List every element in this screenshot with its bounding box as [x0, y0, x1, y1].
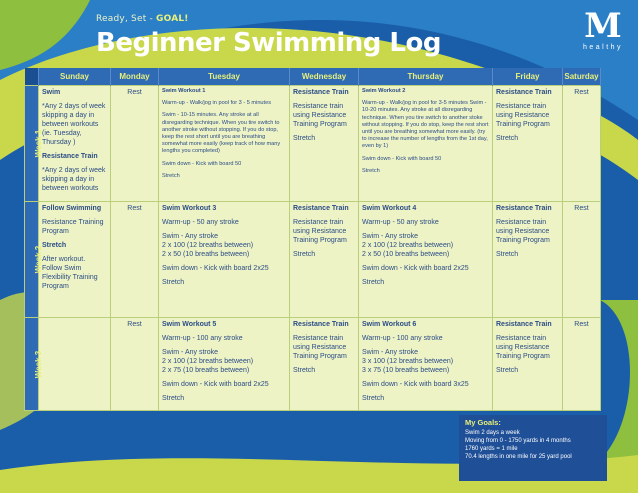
- week-label: [25, 86, 44, 202]
- week-label: [25, 318, 44, 411]
- week-label-text: Week 1: [34, 129, 44, 158]
- cell-paragraph: Swim Workout 1: [162, 88, 206, 94]
- week-label: [25, 202, 44, 318]
- cell-paragraph: Resistance train using Resistance Training Program: [496, 219, 550, 244]
- cell-paragraph: Warm-up - 100 any stroke: [162, 335, 243, 342]
- cell-paragraph: Resistance Train: [42, 153, 98, 160]
- cell-paragraph: After workout. Follow Swim Flexibility Training Program: [42, 256, 98, 290]
- day-cell-thursday: [359, 86, 493, 202]
- cell-paragraph: Resistance train using Resistance Training Program: [496, 103, 550, 128]
- day-cell-thursday: [359, 318, 493, 411]
- day-header: Friday: [493, 68, 563, 86]
- day-cell-wednesday: [290, 318, 359, 411]
- cell-paragraph: Swim Workout 3: [162, 205, 217, 212]
- week-row: [25, 202, 601, 318]
- week-label-text: Week 3: [34, 350, 44, 378]
- cell-paragraph: Stretch: [162, 395, 185, 402]
- day-cell-friday: [493, 318, 563, 411]
- cell-paragraph: Swim - Any stroke 2 x 100 (12 breaths between) 2 x 50 (10 breaths between): [162, 233, 254, 258]
- cell-paragraph: Resistance Training Program: [42, 219, 104, 235]
- cell-paragraph: Resistance Train: [496, 321, 552, 328]
- day-cell-monday: Rest: [111, 202, 159, 318]
- cell-paragraph: Warm-up - Walk/jog in pool for 3 - 5 minutes: [162, 100, 272, 107]
- cell-paragraph: Follow Swimming: [42, 205, 102, 212]
- day-cell-saturday: Rest: [563, 318, 601, 411]
- cell-paragraph: Warm-up - 100 any stroke: [362, 335, 443, 342]
- week-label-text: Week 2: [34, 245, 44, 274]
- cell-paragraph: Stretch: [162, 279, 185, 286]
- day-cell-wednesday: [290, 202, 359, 318]
- day-header: Wednesday: [290, 68, 359, 86]
- day-cell-tuesday: [159, 202, 290, 318]
- cell-paragraph: Stretch: [496, 251, 519, 258]
- day-header: Sunday: [39, 68, 111, 86]
- cell-paragraph: Warm-up - Walk/jog in pool for 3-5 minutes Swim - 10-20 minutes. Any stroke at all disregarding technique. When you tire switch to another stoke without stopping. If you do stop, keep the rest short until you are breathing somewhat more easily. (try to increase the number of lengths from the 1st day, even by 1): [362, 100, 489, 150]
- day-cell-monday: Rest: [111, 318, 159, 411]
- day-header: Monday: [111, 68, 159, 86]
- cell-paragraph: Swim down - Kick with board 2x25: [162, 381, 269, 388]
- cell-paragraph: *Any 2 days of week skipping a day in between workouts (ie. Tuesday, Thursday ): [42, 103, 106, 146]
- cell-paragraph: Resistance Train: [496, 89, 552, 96]
- cell-paragraph: Stretch: [293, 135, 316, 142]
- cell-paragraph: Resistance Train: [293, 89, 349, 96]
- day-header: Thursday: [359, 68, 493, 86]
- cell-paragraph: Resistance Train: [293, 205, 349, 212]
- cell-paragraph: Resistance Train: [496, 205, 552, 212]
- goals-title: My Goals:: [465, 418, 501, 427]
- cell-paragraph: Resistance train using Resistance Training Program: [293, 335, 347, 360]
- cell-paragraph: Stretch: [362, 395, 385, 402]
- day-cell-tuesday: [159, 318, 290, 411]
- cell-paragraph: Swim down - Kick with board 2x25: [362, 265, 469, 272]
- cell-paragraph: Warm-up - 50 any stroke: [362, 219, 439, 226]
- day-cell-friday: [493, 202, 563, 318]
- cell-paragraph: Stretch: [362, 279, 385, 286]
- day-cell-monday: Rest: [111, 86, 159, 202]
- cell-paragraph: Stretch: [162, 172, 180, 179]
- cell-paragraph: Swim down - Kick with board 2x25: [162, 265, 269, 272]
- cell-paragraph: Swim down - Kick with board 50: [362, 155, 442, 162]
- cell-paragraph: Swim down - Kick with board 50: [162, 160, 242, 167]
- cell-paragraph: Resistance train using Resistance Training Program: [293, 219, 347, 244]
- cell-paragraph: Swim Workout 2: [362, 88, 406, 94]
- cell-paragraph: Resistance train using Resistance Training Program: [496, 335, 550, 360]
- cell-paragraph: Stretch: [496, 135, 519, 142]
- goal-line: 1760 yards = 1 mile: [465, 446, 518, 452]
- tagline-goal: GOAL!: [156, 14, 189, 24]
- cell-paragraph: Resistance Train: [293, 321, 349, 328]
- goal-line: 70.4 lengths in one mile for 25 yard pool: [465, 454, 572, 460]
- cell-paragraph: Swim - Any stroke 3 x 100 (12 breaths between) 3 x 75 (10 breaths between): [362, 349, 454, 374]
- goal-line: Swim 2 days a week: [465, 430, 520, 436]
- cell-paragraph: Stretch: [293, 367, 316, 374]
- cell-paragraph: Swim - Any stroke 2 x 100 (12 breaths between) 2 x 50 (10 breaths between): [362, 233, 454, 258]
- cell-paragraph: Stretch: [42, 242, 67, 249]
- cell-paragraph: Swim Workout 5: [162, 321, 217, 328]
- logo-word: healthy: [582, 44, 624, 51]
- tagline: [96, 14, 189, 24]
- day-cell-thursday: [359, 202, 493, 318]
- cell-paragraph: Stretch: [293, 251, 316, 258]
- corner-cell: [25, 68, 39, 86]
- goal-line: Moving from 0 - 1750 yards in 4 months: [465, 438, 571, 444]
- day-cell-wednesday: [290, 86, 359, 202]
- day-cell-tuesday: [159, 86, 290, 202]
- week-row: [25, 86, 601, 202]
- swim-log-table: [24, 68, 601, 411]
- cell-paragraph: Warm-up - 50 any stroke: [162, 219, 239, 226]
- page-title: Beginner Swimming Log: [96, 28, 441, 58]
- day-cell-saturday: Rest: [563, 86, 601, 202]
- tagline-text: Ready, Set -: [96, 14, 157, 24]
- cell-paragraph: Swim Workout 6: [362, 321, 417, 328]
- cell-paragraph: Stretch: [496, 367, 519, 374]
- cell-paragraph: Swim - Any stroke 2 x 100 (12 breaths between) 2 x 75 (10 breaths between): [162, 349, 254, 374]
- day-cell-friday: [493, 86, 563, 202]
- logo-letter: M: [584, 6, 622, 46]
- cell-paragraph: Swim down - Kick with board 3x25: [362, 381, 469, 388]
- m-healthy-logo: [578, 6, 628, 56]
- cell-paragraph: Swim - 10-15 minutes. Any stroke at all disregarding technique. When you tire switch to another stroke without stopping. If you do stop, keep the rest short until you are breathing somewhat more easily (keep track of how many lengths you completed): [162, 112, 281, 155]
- day-cell-sunday: [39, 86, 111, 202]
- cell-paragraph: *Any 2 days of week skipping a day in between workouts: [42, 167, 106, 192]
- cell-paragraph: Resistance train using Resistance Training Program: [293, 103, 347, 128]
- day-header: Tuesday: [159, 68, 290, 86]
- day-cell-sunday: [39, 318, 111, 411]
- week-row: [25, 318, 601, 411]
- day-cell-sunday: [39, 202, 111, 318]
- cell-paragraph: Swim: [42, 89, 61, 96]
- cell-paragraph: Swim Workout 4: [362, 205, 417, 212]
- day-header: Saturday: [563, 68, 601, 86]
- day-cell-saturday: Rest: [563, 202, 601, 318]
- my-goals-box: [459, 415, 607, 481]
- page-header: [0, 0, 638, 68]
- cell-paragraph: Stretch: [362, 167, 380, 174]
- day-header-row: [25, 68, 601, 86]
